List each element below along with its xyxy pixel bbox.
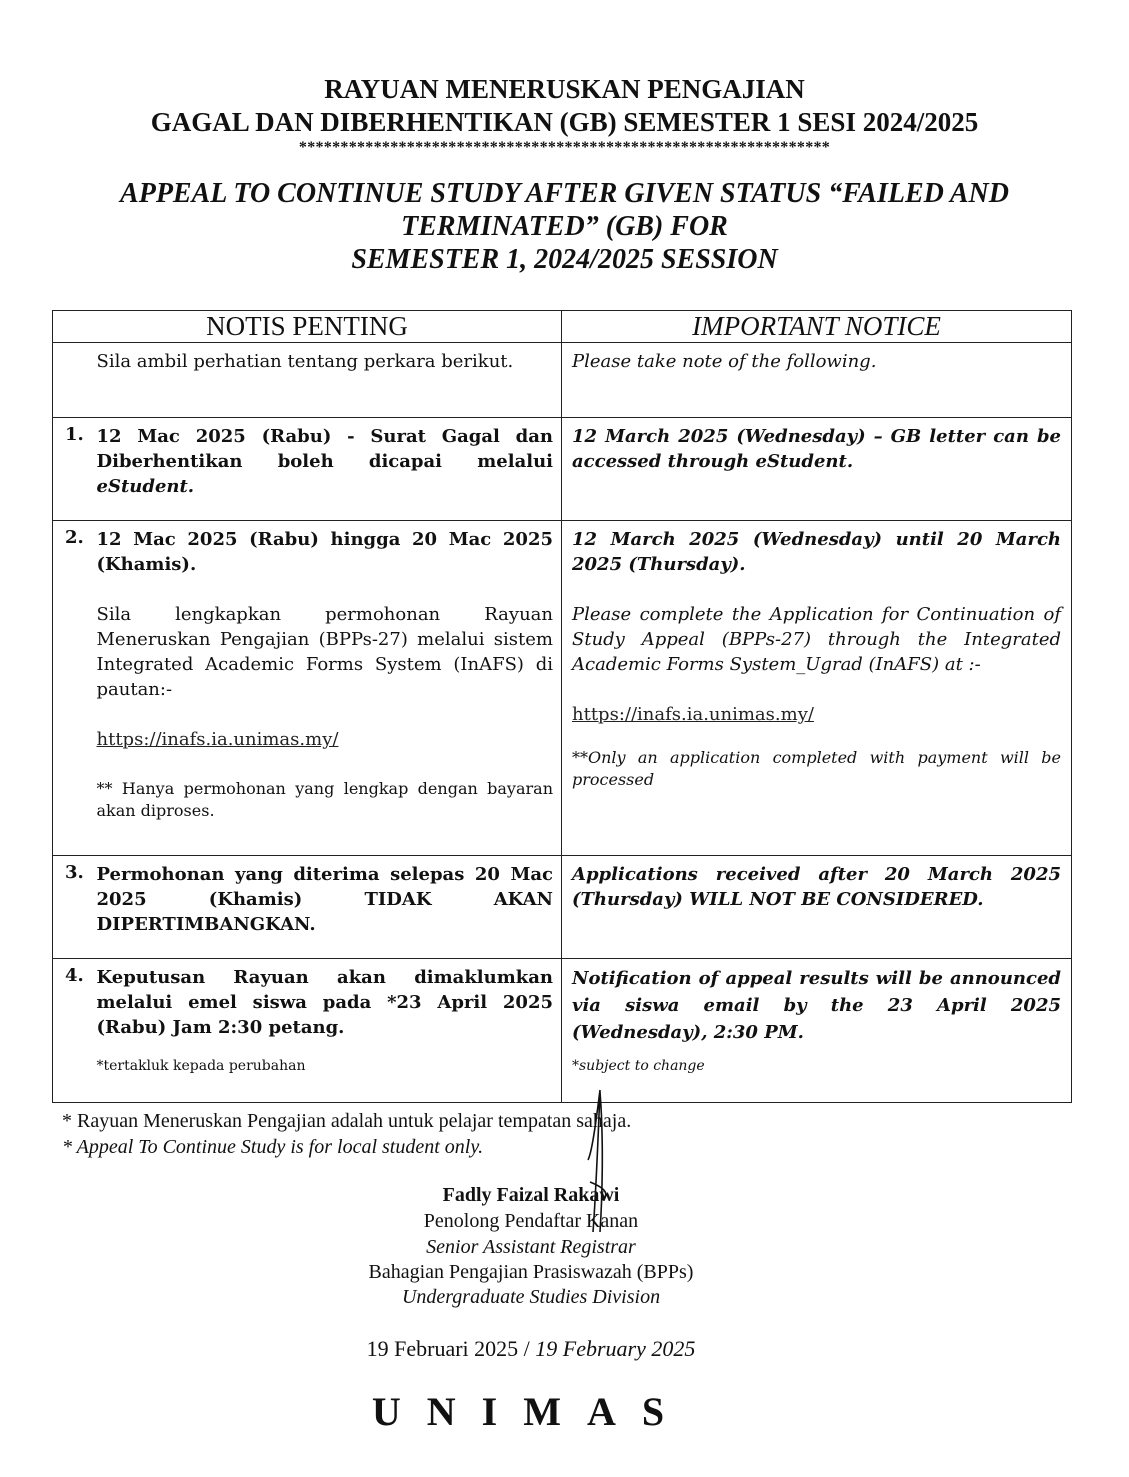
signatory-title-en: Senior Assistant Registrar — [426, 1236, 636, 1258]
row2-en-link[interactable]: https://inafs.ia.unimas.my/ — [572, 704, 814, 725]
footnote-en: * Appeal To Continue Study is for local student only. — [62, 1136, 484, 1158]
table-row — [53, 418, 1072, 521]
document-date — [0, 1336, 1062, 1362]
row4-en-text: Notification of appeal results will be announced via siswa email by the 23 April 2025 (Wednesday), 2:30 PM. — [572, 968, 1061, 1043]
date-en: 19 February 2025 — [535, 1336, 696, 1361]
row2-en-note: **Only an application completed with payment will be processed — [572, 748, 1061, 789]
division-en: Undergraduate Studies Division — [401, 1286, 661, 1308]
date-ms: 19 Februari 2025 — [366, 1336, 519, 1361]
title-en-line-3: SEMESTER 1, 2024/2025 SESSION — [351, 244, 778, 275]
header-notis-penting: NOTIS PENTING — [53, 311, 562, 343]
table-row — [53, 521, 1072, 856]
row3-en-text: Applications received after 20 March 2025 (Thursday) WILL NOT BE CONSIDERED. — [572, 864, 1061, 910]
table-row — [53, 959, 1072, 1103]
title-ms-line-1: RAYUAN MENERUSKAN PENGAJIAN — [324, 74, 805, 104]
row2-ms-body: Sila lengkapkan permohonan Rayuan Meneruskan Pengajian (BPPs-27) melalui sistem Integrated Academic Forms System (InAFS) di pautan:- — [96, 604, 553, 700]
date-separator: / — [518, 1336, 536, 1361]
intro-en: Please take note of the following. — [572, 351, 877, 372]
asterisk-divider: **************************************************************** — [298, 139, 831, 156]
row3-ms-text: Permohonan yang diterima selepas 20 Mac 2025 (Khamis) TIDAK AKAN DIPERTIMBANGKAN. — [96, 864, 553, 935]
notice-table — [52, 310, 1072, 1103]
signatory-title-ms: Penolong Pendaftar Kanan — [423, 1210, 639, 1232]
row1-ms-estudent: eStudent. — [96, 476, 195, 497]
intro-row — [53, 343, 1072, 418]
row2-en-body: Please complete the Application for Continuation of Study Appeal (BPPs-27) through the Integrated Academic Forms System_Ugrad (InAFS) at :- — [572, 604, 1061, 675]
row1-ms-text: 12 Mac 2025 (Rabu) - Surat Gagal dan Diberhentikan boleh dicapai melalui — [96, 426, 553, 472]
row4-ms-text: Keputusan Rayuan akan dimaklumkan melalui emel siswa pada *23 April 2025 (Rabu) Jam 2:30 petang. — [96, 967, 553, 1038]
unimas-wordmark: UNIMAS — [371, 1389, 691, 1434]
row2-ms-note: ** Hanya permohonan yang lengkap dengan bayaran akan diproses. — [96, 779, 553, 820]
title-ms-line-2: GAGAL DAN DIBERHENTIKAN (GB) SEMESTER 1 SESI 2024/2025 — [150, 107, 979, 137]
row-number: 3. — [53, 856, 97, 959]
row1-en-text: 12 March 2025 (Wednesday) – GB letter can be accessed through eStudent. — [572, 426, 1061, 472]
title-en-line-2: TERMINATED” (GB) FOR — [401, 211, 728, 242]
row-number: 2. — [53, 521, 97, 856]
intro-ms: Sila ambil perhatian tentang perkara berikut. — [96, 351, 514, 372]
row2-en-dates: 12 March 2025 (Wednesday) until 20 March 2025 (Thursday). — [572, 529, 1061, 575]
row4-en-note: *subject to change — [572, 1058, 705, 1074]
row-number: 4. — [53, 959, 97, 1103]
header-important-notice: IMPORTANT NOTICE — [562, 311, 1072, 343]
footnote-ms: * Rayuan Meneruskan Pengajian adalah untuk pelajar tempatan sahaja. — [62, 1110, 632, 1132]
row2-ms-link[interactable]: https://inafs.ia.unimas.my/ — [96, 729, 339, 750]
row2-ms-dates: 12 Mac 2025 (Rabu) hingga 20 Mac 2025 (Khamis). — [96, 529, 553, 575]
row-number: 1. — [53, 418, 97, 521]
signatory-name: Fadly Faizal Rakawi — [442, 1184, 620, 1206]
table-row — [53, 856, 1072, 959]
division-ms: Bahagian Pengajian Prasiswazah (BPPs) — [368, 1261, 694, 1283]
title-en-line-1: APPEAL TO CONTINUE STUDY AFTER GIVEN STATUS “FAILED AND — [120, 178, 1009, 209]
row4-ms-note: *tertakluk kepada perubahan — [96, 1058, 306, 1074]
